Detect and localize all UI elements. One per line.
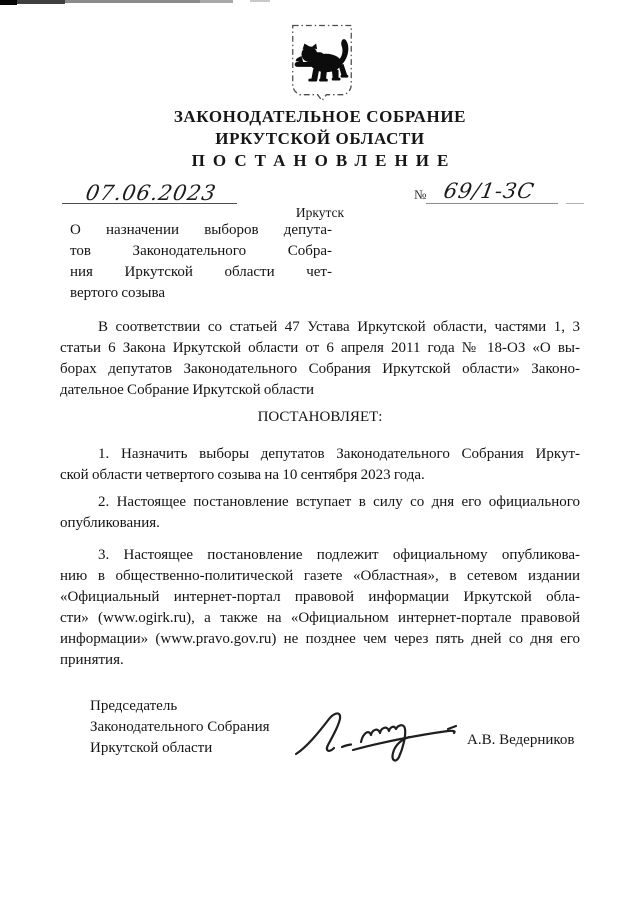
text-line: 2. Настоящее постановление вступает в силу со дня его официального: [98, 494, 580, 510]
handwritten-date: 07.06.2023: [83, 181, 219, 205]
signer-position-line: Законодательного Собрания: [90, 719, 270, 735]
text-line: дательное Собрание Иркутской области: [60, 382, 315, 398]
number-field-stub-line: [566, 181, 584, 204]
item-2-paragraph: [60, 492, 580, 534]
signer-name: А.В. Ведерников: [467, 732, 575, 748]
scan-artifact-strip: [65, 0, 200, 3]
scan-artifact-strip: [17, 0, 65, 4]
signer-position-line: Председатель: [90, 698, 178, 714]
number-sign: №: [414, 187, 427, 202]
text-line: 1. Назначить выборы депутатов Законодательного Собрания Иркут-: [98, 446, 580, 462]
text-line: сти» (www.ogirk.ru), а также на «Официальном интернет-портале правовой: [60, 610, 580, 626]
text-line: 3. Настоящее постановление подлежит официальному опубликова-: [98, 547, 580, 563]
handwritten-number: 69/1-ЗС: [441, 179, 537, 203]
text-line: информации» (www.pravo.gov.ru) не позднее чем через пять дней со дня его: [60, 631, 580, 647]
org-name-line1: ЗАКОНОДАТЕЛЬНОЕ СОБРАНИЕ: [173, 107, 467, 126]
babr-silhouette: [295, 39, 349, 81]
signer-position-line: Иркутской области: [90, 740, 213, 756]
scan-artifact-strip: [0, 0, 17, 5]
doc-type-title: ПОСТАНОВЛЕНИЕ: [191, 151, 457, 170]
signature-handwriting-icon: [293, 702, 465, 765]
text-line: борах депутатов Законодательного Собрания Иркутской области» Законо-: [60, 361, 580, 377]
text-line: О назначении выборов депута-: [70, 222, 332, 238]
item-3-paragraph: [60, 545, 580, 671]
doc-title-block: [70, 220, 332, 304]
city-label: Иркутск: [295, 205, 345, 220]
scan-artifact-strip: [200, 0, 233, 3]
number-field: [426, 181, 558, 204]
resolves-label: ПОСТАНОВЛЯЕТ:: [257, 409, 383, 425]
scan-artifact-strip: [250, 0, 270, 2]
text-line: тов Законодательного Собра-: [70, 243, 332, 259]
text-line: вертого созыва: [70, 285, 166, 301]
letterhead: [0, 106, 640, 172]
text-line: ской области четвертого созыва на 10 сентября 2023 года.: [60, 467, 425, 483]
coat-of-arms-irkutsk-emblem-icon: [288, 24, 356, 102]
text-line: В соответствии со статьей 47 Устава Иркутской области, частями 1, 3: [98, 319, 580, 335]
text-line: нию в общественно-политической газете «Областная», в сетевом издании: [60, 568, 580, 584]
item-1-paragraph: [60, 444, 580, 486]
date-field: [62, 181, 237, 204]
text-line: опубликования.: [60, 515, 160, 531]
text-line: «Официальный интернет-портал правовой информации Иркутской обла-: [60, 589, 580, 605]
text-line: ния Иркутской области чет-: [70, 264, 332, 280]
text-line: принятия.: [60, 652, 124, 668]
text-line: статьи 6 Закона Иркутской области от 6 апреля 2011 года № 18-ОЗ «О вы-: [60, 340, 580, 356]
org-name-line2: ИРКУТСКОЙ ОБЛАСТИ: [215, 129, 425, 148]
preamble-paragraph: [60, 317, 580, 401]
